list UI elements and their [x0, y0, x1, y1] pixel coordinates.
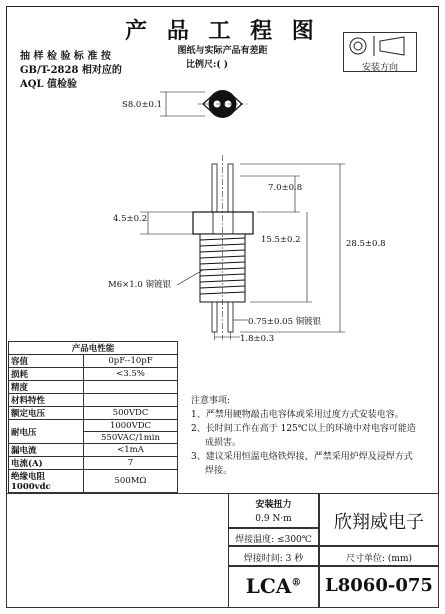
- note-item: 成损害。: [205, 438, 242, 448]
- subtitle: 图纸与实际产品有差距: [177, 46, 268, 56]
- unit-label: 尺寸单位: (mm): [346, 554, 412, 564]
- top-view-icon: [198, 90, 247, 118]
- note-item: 焊接。: [205, 466, 233, 476]
- brand-logo: LCA®: [245, 574, 302, 598]
- dim-hex-height: 4.5±0.2: [113, 214, 148, 224]
- notes: [191, 395, 431, 479]
- note-item: 2、长时间工作在高于 125℃以上的环境中对电容可能造: [191, 424, 416, 434]
- weld-temp: 焊接温度: ≤300℃: [235, 535, 312, 545]
- dim-pin-diameter: 0.75±0.05 铜镀银: [248, 317, 322, 327]
- dim-total-length: 28.5±0.8: [346, 239, 386, 249]
- table-row: 550VAC/1min: [9, 432, 178, 444]
- dim-pin-top: 7.0±0.8: [268, 183, 303, 193]
- weld-time: 焊接时间: 3 秒: [243, 554, 304, 564]
- dim-pin-pitch: 1.8±0.3: [240, 334, 275, 344]
- table-row: 精度: [9, 381, 178, 394]
- dim-thread-spec: M6×1.0 铜镀银: [108, 280, 171, 290]
- company-name: 欣翔威电子: [334, 512, 424, 533]
- table-row: 材料特性: [9, 394, 178, 407]
- spec-table-title: 产品电性能: [9, 342, 178, 355]
- torque-label: 安装扭力: [255, 500, 292, 510]
- part-number: L8060-075: [325, 575, 433, 596]
- table-row: 额定电压 500VDC: [9, 407, 178, 420]
- page-title: 产 品 工 程 图: [125, 18, 320, 44]
- note-item: 3、建议采用恒温电烙铁焊接，严禁采用炉焊及浸焊方式: [191, 452, 413, 462]
- table-row: 漏电流 <1mA: [9, 444, 178, 457]
- table-row: 耐电压 1000VDC: [9, 420, 178, 432]
- inspection-note: 抽 样 检 验 标 准 按 GB/T-2828 相对应的 AQL 值检验: [20, 51, 122, 90]
- scale-label: 比例尺:( ): [186, 60, 228, 70]
- torque-value: 0.9 N·m: [255, 514, 292, 524]
- table-row: 绝缘电阻 1000vdc 500MΩ: [9, 470, 178, 493]
- spec-table: [8, 341, 178, 493]
- table-row: 电流(A) 7: [9, 457, 178, 470]
- note-item: 1、严禁用硬物敲击电容体或采用过度方式安装电容。: [191, 410, 404, 420]
- install-direction-label: 安装方向: [361, 63, 398, 73]
- notes-heading: 注意事项:: [191, 396, 231, 406]
- dim-thread-length: 15.5±0.2: [261, 235, 301, 245]
- table-row: 损耗 <3.5%: [9, 368, 178, 381]
- dim-hex-size: S8.0±0.1: [122, 100, 162, 110]
- table-row: 容值 0pF--10pF: [9, 355, 178, 368]
